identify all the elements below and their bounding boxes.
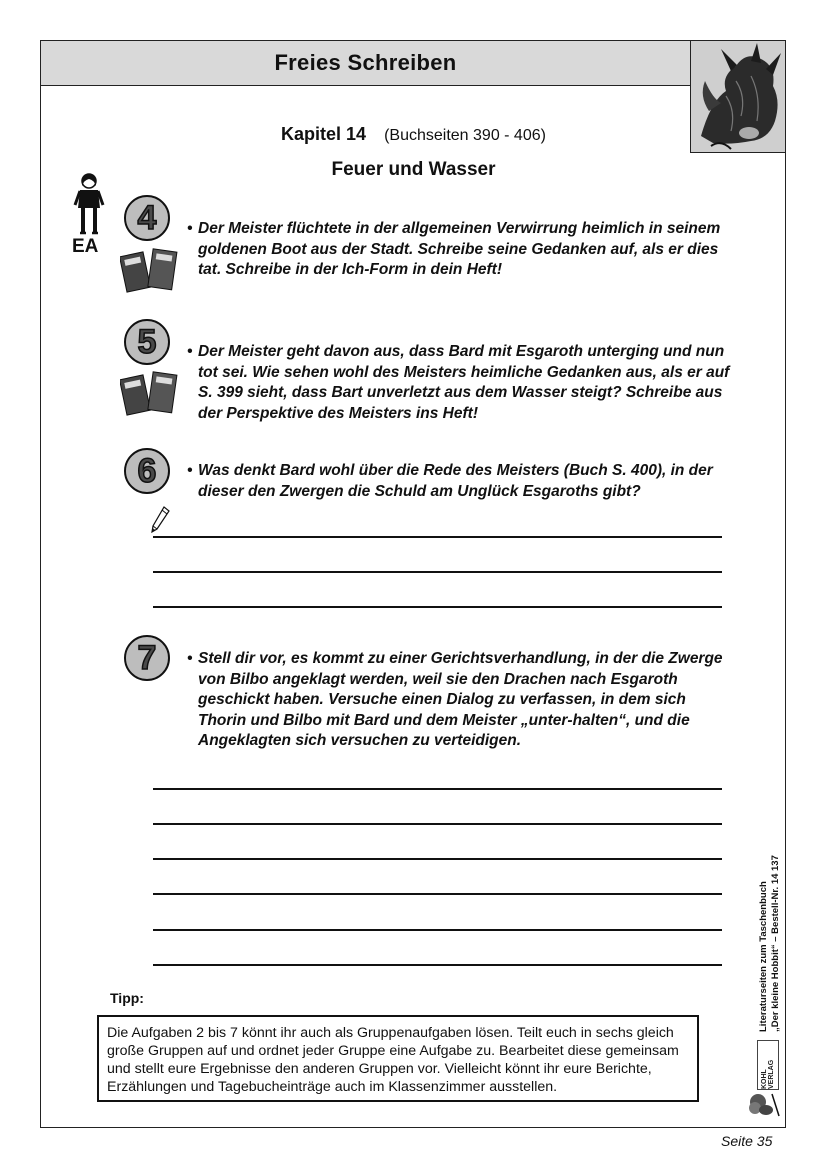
mascot-icon — [746, 1090, 780, 1118]
page-title: Freies Schreiben — [274, 50, 457, 75]
notebook-icon — [120, 246, 178, 298]
tip-box — [97, 1015, 699, 1102]
pencil-icon — [150, 506, 170, 534]
publication-line-1: Literaturseiten zum Taschenbuch — [758, 881, 769, 1032]
task-5 — [187, 342, 737, 424]
chapter-label: Kapitel 14 — [281, 124, 367, 144]
tip-text: Die Aufgaben 2 bis 7 könnt ihr auch als Gruppenaufgaben lösen. Teilt euch in sechs gleich große Gruppen auf und ordnet jeder Gruppe eine Aufgabe zu. Bearbeitet diese gemeinsam und stellt eure Ergebnisse den anderen Gruppen vor. Vielleicht könnt ihr eure Berichte, Erzählungen und Tagebucheinträge auch im Klassenzimmer ausstellen. — [107, 1025, 679, 1095]
answer-line[interactable] — [153, 858, 722, 860]
page-number: Seite 35 — [721, 1133, 773, 1149]
chapter-pages: (Buchseiten 390 - 406) — [384, 127, 546, 144]
person-icon — [72, 172, 106, 236]
task-number-7: 7 — [124, 635, 170, 681]
task-7-text: Stell dir vor, es kommt zu einer Gerichtsverhandlung, in der die Zwerge von Bilbo angeklagt werden, weil sie den Drachen nach Esgaroth geschickt haben. Versuche einen Dialog zu verfassen, in dem sich Thorin und Bilbo mit Bard und dem Meister „unter-halten“, und die Angeklagten sich versuchen zu verteidigen. — [198, 650, 723, 749]
task-5-text: Der Meister geht davon aus, dass Bard mit Esgaroth unterging und nun tot sei. Wie sehen wohl des Meisters heimliche Gedanken aus, als er auf S. 399 sieht, dass Bart unverletzt aus dem Wasser steigt? Schreibe aus der Perspektive des Meisters ins Heft! — [198, 343, 730, 422]
task-number-4: 4 — [124, 195, 170, 241]
task-4-text: Der Meister flüchtete in der allgemeinen Verwirrung heimlich in seinem goldenen Boot aus der Stadt. Schreibe seine Gedanken auf, als er dies tat. Schreibe in der Ich-Form in dein Heft! — [198, 220, 721, 278]
answer-line[interactable] — [153, 823, 722, 825]
chapter-subtitle: Feuer und Wasser — [331, 159, 496, 180]
task-bullet: • — [187, 462, 193, 479]
chapter-heading — [0, 124, 827, 145]
task-7 — [187, 649, 737, 752]
notebook-icon — [120, 369, 178, 421]
task-bullet: • — [187, 343, 193, 360]
tip-label: Tipp: — [110, 990, 144, 1006]
publication-line-2: „Der kleine Hobbit“ – Bestell-Nr. 14 137 — [770, 855, 781, 1032]
task-4 — [187, 219, 737, 281]
task-bullet: • — [187, 650, 193, 667]
answer-line[interactable] — [153, 606, 722, 608]
work-mode-label: EA — [72, 236, 99, 257]
task-6-text: Was denkt Bard wohl über die Rede des Meisters (Buch S. 400), in der dieser den Zwergen die Schuld am Unglück Esgaroths gibt? — [198, 462, 713, 500]
publisher-logo: KOHL VERLAG — [757, 1040, 779, 1090]
answer-line[interactable] — [153, 893, 722, 895]
answer-line[interactable] — [153, 964, 722, 966]
task-number-5: 5 — [124, 319, 170, 365]
answer-line[interactable] — [153, 788, 722, 790]
task-bullet: • — [187, 220, 193, 237]
answer-line[interactable] — [153, 571, 722, 573]
answer-line[interactable] — [153, 929, 722, 931]
title-bar — [40, 40, 691, 86]
task-number-6: 6 — [124, 448, 170, 494]
answer-line[interactable] — [153, 536, 722, 538]
task-6 — [187, 461, 737, 502]
publication-info — [758, 855, 782, 1032]
